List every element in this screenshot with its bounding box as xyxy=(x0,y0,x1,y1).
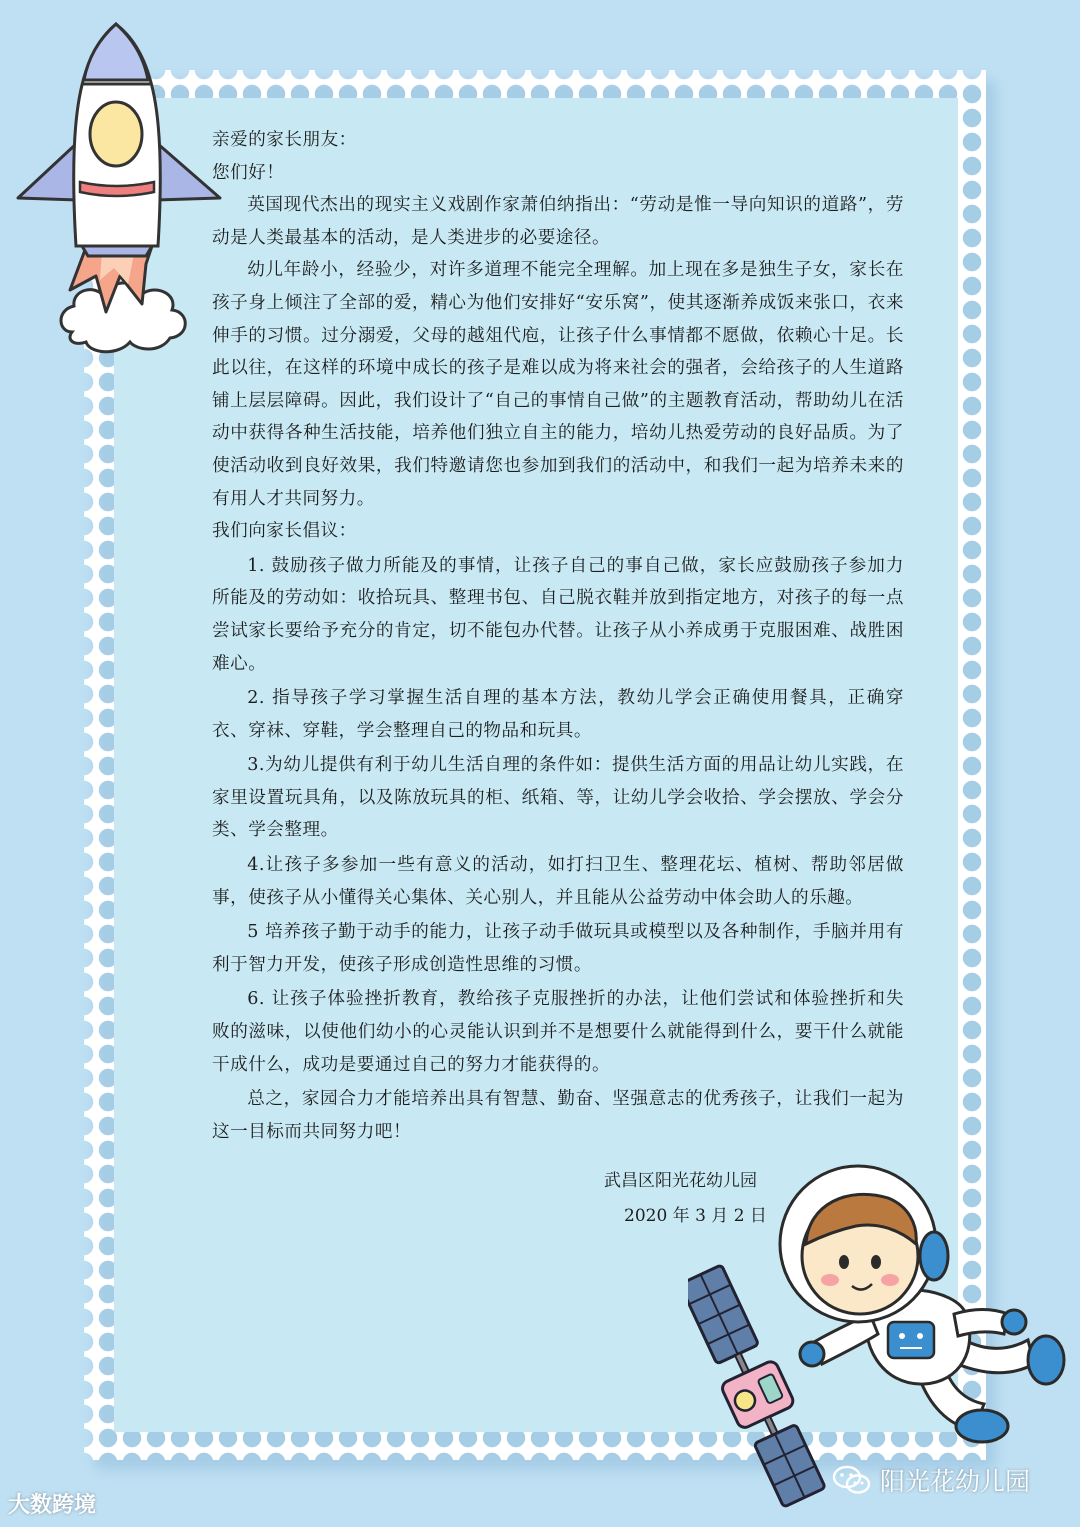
letter-closing: 总之，家园合力才能培养出具有智慧、勤奋、坚强意志的优秀孩子，让我们一起为这一目标而共同努力吧！ xyxy=(212,1089,904,1142)
wechat-icon xyxy=(832,1464,872,1496)
astronaut-icon xyxy=(778,1164,1078,1464)
proposal-heading: 我们向家长倡议： xyxy=(212,521,357,542)
rocket-icon xyxy=(10,14,230,374)
letter-body xyxy=(212,124,904,1148)
proposal-item: 4.让孩子多参加一些有意义的活动，如打扫卫生、整理花坛、植树、帮助邻居做事，使孩子从小懂得关心集体、关心别人，并且能从公益劳动中体会助人的乐趣。 xyxy=(212,855,904,908)
proposal-item: 2. 指导孩子学习掌握生活自理的基本方法，教幼儿学会正确使用餐具，正确穿衣、穿袜、穿鞋，学会整理自己的物品和玩具。 xyxy=(212,688,904,741)
watermark-left xyxy=(8,1488,96,1519)
proposal-item: 3.为幼儿提供有利于幼儿生活自理的条件如：提供生活方面的用品让幼儿实践，在家里设置玩具角，以及陈放玩具的柜、纸箱、等，让幼儿学会收拾、学会摆放、学会分类、学会整理。 xyxy=(212,755,904,841)
letter-greeting: 亲爱的家长朋友： xyxy=(212,130,357,150)
watermark-left-text: 大数跨境 xyxy=(8,1493,97,1518)
letter-salutation: 您们好！ xyxy=(212,162,285,183)
proposal-item: 6. 让孩子体验挫折教育，教给孩子克服挫折的办法，让他们尝试和体验挫折和失败的滋味，以使他们幼小的心灵能认识到并不是想要什么就能得到什么，要干什么就能干成什么，成功是要通过自己的努力才能获得的。 xyxy=(212,989,904,1075)
watermark-right xyxy=(832,1462,1030,1498)
letter-paragraph: 幼儿年龄小，经验少，对许多道理不能完全理解。加上现在多是独生子女，家长在孩子身上倾注了全部的爱，精心为他们安排好“安乐窝”，使其逐渐养成饭来张口，衣来伸手的习惯。过分溺爱，父母的越俎代庖，让孩子什么事情都不愿做，依赖心十足。长此以往，在这样的环境中成长的孩子是难以成为将来社会的强者，会给孩子的人生道路铺上层层障碍。因此，我们设计了“自己的事情自己做”的主题教育活动，帮助幼儿在活动中获得各种生活技能，培养他们独立自主的能力，培幼儿热爱劳动的良好品质。为了使活动收到良好效果，我们特邀请您也参加到我们的活动中，和我们一起为培养未来的有用人才共同努力。 xyxy=(212,260,904,509)
letter-paragraph: 英国现代杰出的现实主义戏剧作家萧伯纳指出：“劳动是惟一导向知识的道路”，劳动是人类最基本的活动，是人类进步的必要途径。 xyxy=(212,195,904,248)
signature-date: 2020 年 3 月 2 日 xyxy=(624,1206,767,1226)
cloud-icon xyxy=(61,283,185,352)
signature-org: 武昌区阳光花幼儿园 xyxy=(604,1171,757,1191)
proposal-item: 1. 鼓励孩子做力所能及的事情，让孩子自己的事自己做，家长应鼓励孩子参加力所能及的劳动如：收拾玩具、整理书包、自己脱衣鞋并放到指定地方，对孩子的每一点尝试家长要给予充分的肯定，切不能包办代替。让孩子从小养成勇于克服困难、战胜困难心。 xyxy=(212,555,904,674)
proposal-item: 5 培养孩子勤于动手的能力，让孩子动手做玩具或模型以及各种制作，手脑并用有利于智力开发，使孩子形成创造性思维的习惯。 xyxy=(212,922,904,975)
watermark-right-text: 阳光花幼儿园 xyxy=(880,1467,1031,1496)
